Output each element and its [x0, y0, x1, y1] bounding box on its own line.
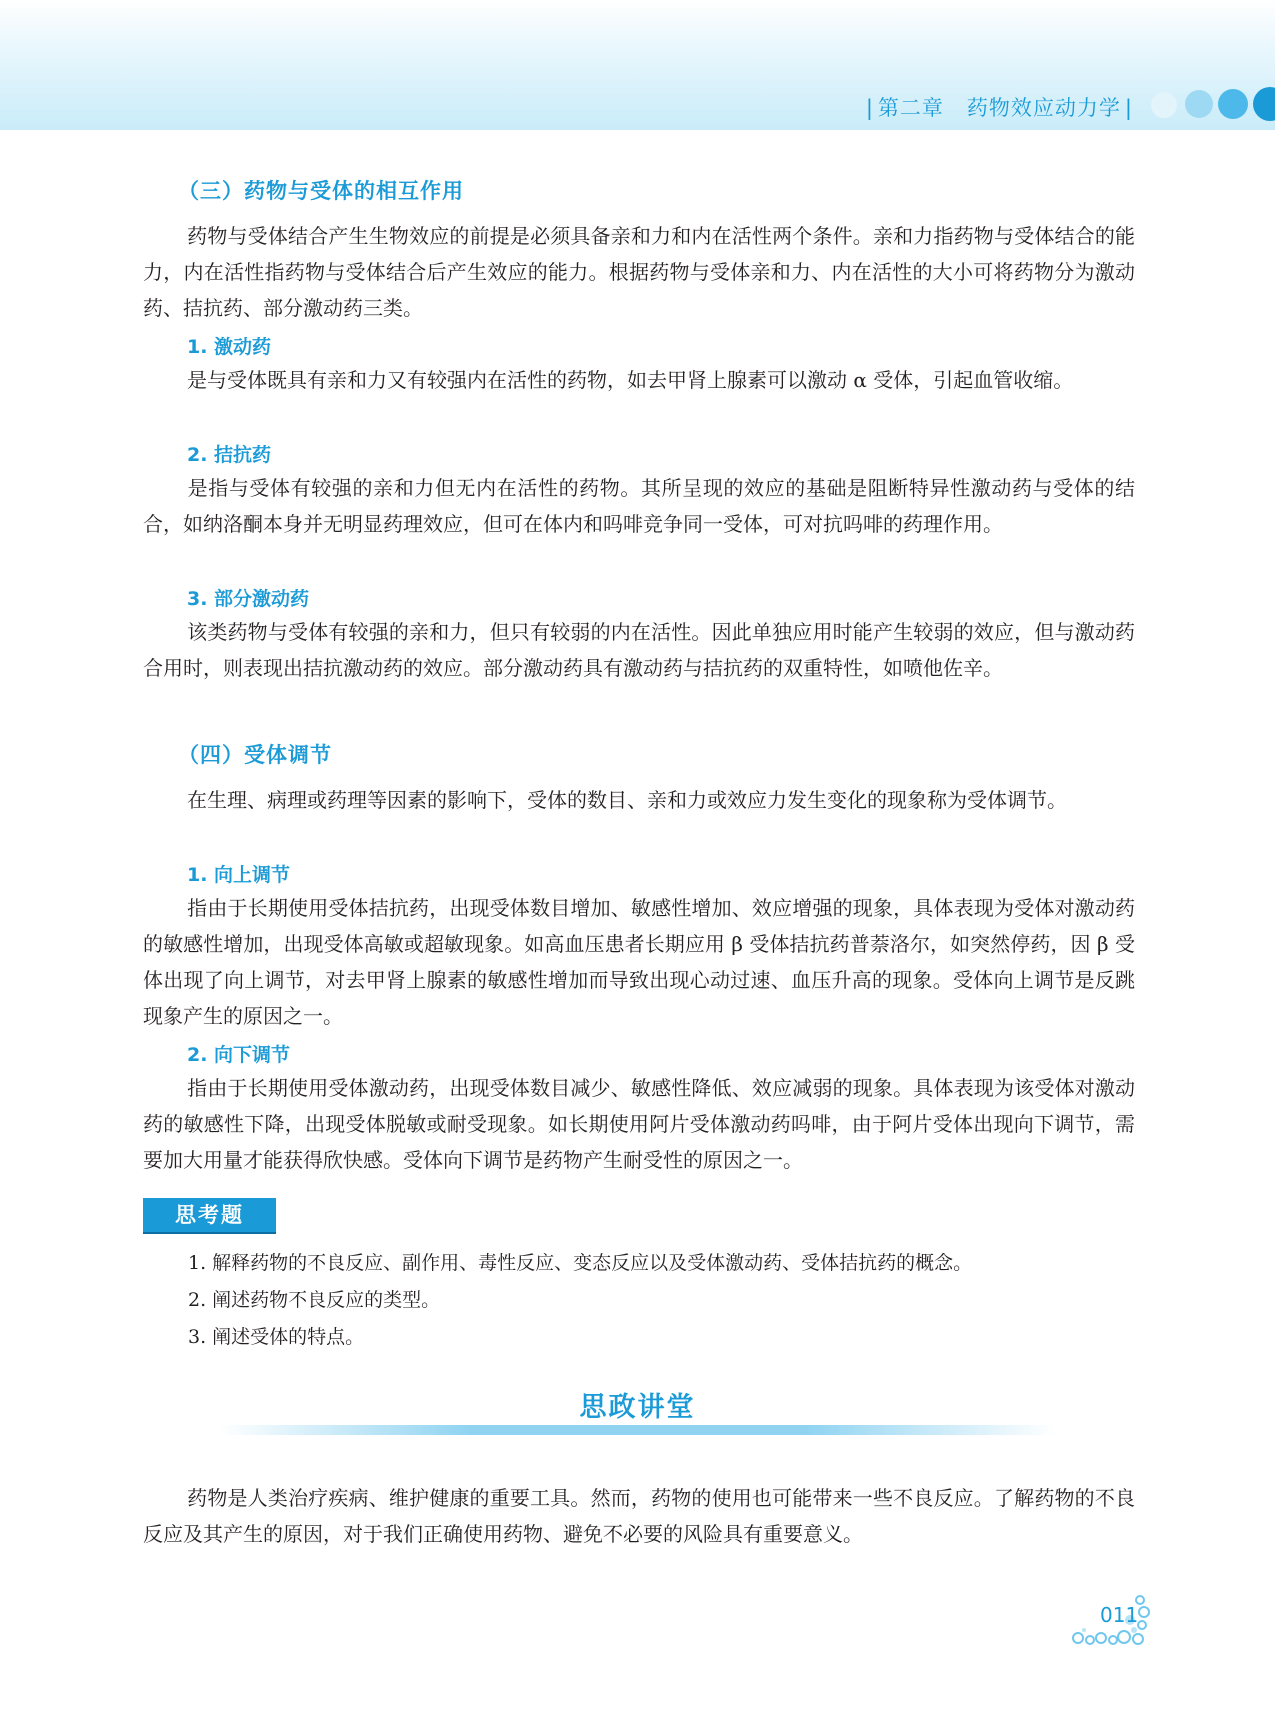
decor-dot [1253, 87, 1275, 121]
decor-dot [1218, 89, 1248, 119]
question-item: 2. 阐述药物不良反应的类型。 [188, 1289, 441, 1311]
chapter-number: 第二章 [877, 96, 944, 120]
decor-dot [1151, 92, 1177, 118]
sizheng-underline [220, 1425, 1055, 1435]
question-item: 3. 阐述受体的特点。 [188, 1326, 365, 1348]
questions-label: 思考题 [143, 1198, 276, 1233]
question-item: 1. 解释药物的不良反应、副作用、毒性反应、变态反应以及受体激动药、受体拮抗药的概念。 [188, 1252, 973, 1274]
sizheng-title: 思政讲堂 [579, 1392, 696, 1423]
agonist-text: 是与受体既具有亲和力又有较强内在活性的药物，如去甲肾上腺素可以激动 α 受体，引起血管收缩。 [187, 368, 1074, 392]
questions-divider [143, 1232, 276, 1234]
subheading-antagonist: 2. 拮抗药 [187, 444, 272, 466]
sizheng-text: 药物是人类治疗疾病、维护健康的重要工具。然而，药物的使用也可能带来一些不良反应。了解药物的不良反应及其产生的原因，对于我们正确使用药物、避免不必要的风险具有重要意义。 [143, 1486, 1135, 1546]
chapter-title: 药物效应动力学 [966, 96, 1121, 120]
page-number: 011 [1100, 1603, 1139, 1627]
down-regulation-text: 指由于长期使用受体激动药，出现受体数目减少、敏感性降低、效应减弱的现象。具体表现为该受体对激动药的敏感性下降，出现受体脱敏或耐受现象。如长期使用阿片受体激动药吗啡，由于阿片受体出现向下调节，需要加大用量才能获得欣快感。受体向下调节是药物产生耐受性的原因之一。 [143, 1076, 1135, 1172]
subheading-down-regulation: 2. 向下调节 [187, 1044, 291, 1066]
antagonist-text: 是指与受体有较强的亲和力但无内在活性的药物。其所呈现的效应的基础是阻断特异性激动药与受体的结合，如纳洛酮本身并无明显药理效应，但可在体内和吗啡竞争同一受体，可对抗吗啡的药理作用。 [143, 476, 1135, 536]
section-heading-receptor-regulation: （四）受体调节 [178, 743, 332, 767]
up-regulation-text: 指由于长期使用受体拮抗药，出现受体数目增加、敏感性增加、效应增强的现象，具体表现为受体对激动药的敏感性增加，出现受体高敏或超敏现象。如高血压患者长期应用 β 受体拮抗药普萘洛尔，如突然停药，因 β 受体出现了向上调节，对去甲肾上腺素的敏感性增加而导致出现心动过速、血压升高的现象。受体向上调节是反跳现象产生的原因之一。 [143, 896, 1135, 1028]
section3-intro: 药物与受体结合产生生物效应的前提是必须具备亲和力和内在活性两个条件。亲和力指药物与受体结合的能力，内在活性指药物与受体结合后产生效应的能力。根据药物与受体亲和力、内在活性的大小可将药物分为激动药、拮抗药、部分激动药三类。 [143, 224, 1135, 320]
subheading-up-regulation: 1. 向上调节 [187, 864, 291, 886]
decor-dot [1185, 90, 1213, 118]
running-header: | 第二章 药物效应动力学 | [865, 96, 1133, 120]
partial-agonist-text: 该类药物与受体有较强的亲和力，但只有较弱的内在活性。因此单独应用时能产生较弱的效应，但与激动药合用时，则表现出拮抗激动药的效应。部分激动药具有激动药与拮抗药的双重特性，如喷他佐辛。 [143, 620, 1135, 680]
header-decoration [1135, 90, 1275, 122]
section4-intro: 在生理、病理或药理等因素的影响下，受体的数目、亲和力或效应力发生变化的现象称为受体调节。 [187, 788, 1067, 812]
subheading-agonist: 1. 激动药 [187, 336, 272, 358]
subheading-partial-agonist: 3. 部分激动药 [187, 588, 310, 610]
section-heading-interaction: （三）药物与受体的相互作用 [178, 179, 464, 203]
